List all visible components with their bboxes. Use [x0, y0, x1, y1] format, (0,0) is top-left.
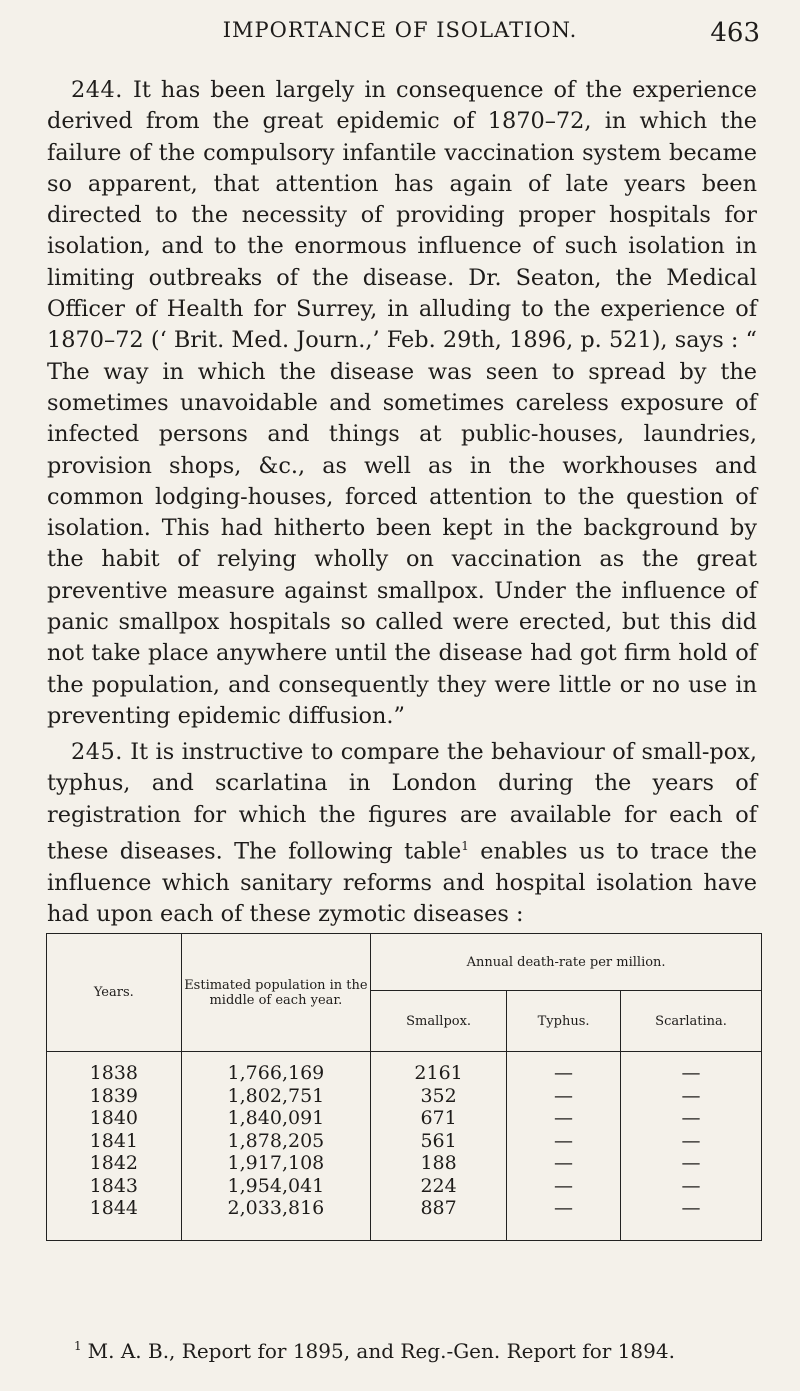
cell-scarlatina: — [621, 1152, 762, 1175]
table-row [47, 1107, 762, 1130]
cell-smallpox: 561 [371, 1130, 507, 1153]
death-rate-table [46, 933, 762, 1241]
paragraph-245 [47, 737, 757, 930]
cell-year: 1839 [47, 1085, 182, 1108]
cell-typhus: — [507, 1130, 621, 1153]
cell-scarlatina: — [621, 1107, 762, 1130]
header-scarlatina: Scarlatina. [621, 991, 762, 1052]
page-number: 463 [710, 18, 760, 48]
cell-year: 1838 [47, 1052, 182, 1085]
cell-typhus: — [507, 1175, 621, 1198]
cell-scarlatina: — [621, 1197, 762, 1240]
footnote [74, 1339, 675, 1363]
cell-population: 1,954,041 [181, 1175, 371, 1198]
header-population: Estimated population in the middle of each year. [181, 934, 371, 1052]
paragraph-244 [47, 75, 757, 732]
cell-population: 2,033,816 [181, 1197, 371, 1240]
cell-scarlatina: — [621, 1052, 762, 1085]
table-row [47, 1197, 762, 1240]
table-row [47, 1175, 762, 1198]
cell-smallpox: 224 [371, 1175, 507, 1198]
cell-population: 1,802,751 [181, 1085, 371, 1108]
cell-smallpox: 671 [371, 1107, 507, 1130]
cell-smallpox: 352 [371, 1085, 507, 1108]
cell-scarlatina: — [621, 1175, 762, 1198]
paragraph-number: 244. [71, 77, 123, 103]
cell-smallpox: 2161 [371, 1052, 507, 1085]
paragraph-text-part-1: It is instructive to compare the behaviour of small-pox, typhus, and scarlatina in London during the years of registration for which the figures are available for each of these diseases. The following table [47, 739, 757, 865]
header-smallpox: Smallpox. [371, 991, 507, 1052]
table-row [47, 1052, 762, 1085]
cell-typhus: — [507, 1085, 621, 1108]
cell-typhus: — [507, 1197, 621, 1240]
table-row [47, 1085, 762, 1108]
cell-year: 1840 [47, 1107, 182, 1130]
cell-year: 1841 [47, 1130, 182, 1153]
footnote-reference: 1 [461, 838, 469, 853]
footnote-mark: 1 [74, 1339, 82, 1354]
running-title: IMPORTANCE OF ISOLATION. [222, 18, 578, 42]
paragraph-text: It has been largely in consequence of the experience derived from the great epidemic of 1870–72, in which the failure of the compulsory infantile vaccination system became so apparent, that attention has again of late years been directed to the necessity of providing proper hospitals for isolation, and to the enormous influence of such isolation in limiting outbreaks of the disease. Dr. Seaton, the Medical Officer of Health for Surrey, in alluding to the experience of 1870–72 (‘ Brit. Med. Journ.,’ Feb. 29th, 1896, p. 521), says : “ The way in which the disease was seen to spread by the sometimes unavoidable and sometimes careless exposure of infected persons and things at public-houses, laundries, provision shops, &c., as well as in the workhouses and common lodging-houses, forced attention to the question of isolation. This had hitherto been kept in the background by the habit of relying wholly on vaccination as the great preventive measure against smallpox. Under the influence of panic smallpox hospitals so called were erected, but this did not take place anywhere until the disease had got firm hold of the population, and consequently they were little or no use in preventing epidemic diffusion.” [47, 77, 757, 729]
cell-scarlatina: — [621, 1085, 762, 1108]
page-header [40, 18, 760, 58]
cell-year: 1843 [47, 1175, 182, 1198]
table-row [47, 1152, 762, 1175]
table-row [47, 1130, 762, 1153]
header-years: Years. [47, 934, 182, 1052]
cell-typhus: — [507, 1107, 621, 1130]
header-death-rate: Annual death-rate per million. [371, 934, 762, 991]
cell-population: 1,766,169 [181, 1052, 371, 1085]
header-typhus: Typhus. [507, 991, 621, 1052]
cell-typhus: — [507, 1052, 621, 1085]
cell-typhus: — [507, 1152, 621, 1175]
paragraph-number: 245. [71, 739, 123, 765]
cell-population: 1,878,205 [181, 1130, 371, 1153]
cell-scarlatina: — [621, 1130, 762, 1153]
footnote-text: M. A. B., Report for 1895, and Reg.-Gen. Report for 1894. [87, 1339, 675, 1363]
cell-year: 1844 [47, 1197, 182, 1240]
cell-population: 1,917,108 [181, 1152, 371, 1175]
cell-population: 1,840,091 [181, 1107, 371, 1130]
cell-year: 1842 [47, 1152, 182, 1175]
cell-smallpox: 887 [371, 1197, 507, 1240]
cell-smallpox: 188 [371, 1152, 507, 1175]
paragraph-text-part-2: enables us to trace the influence which sanitary reforms and hospital isolation have had upon each of these zymotic diseases : [47, 838, 757, 927]
